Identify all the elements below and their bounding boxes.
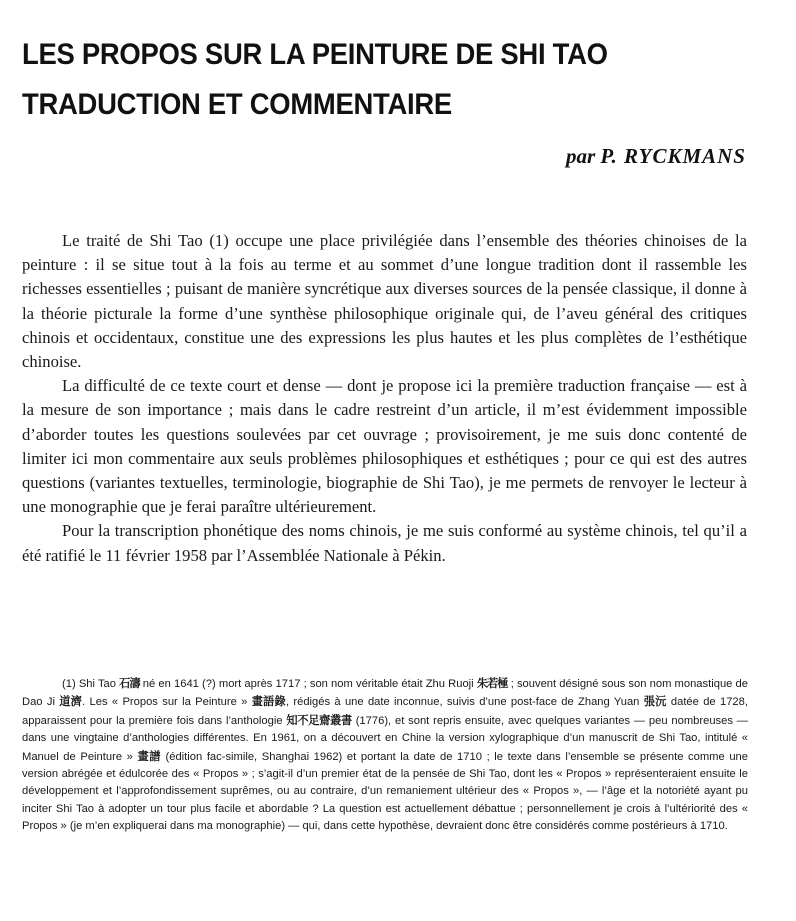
body-paragraph: Le traité de Shi Tao (1) occupe une place privilégiée dans l’ensemble des théories chinoises de la peinture : il se situe tout à la fois au terme et au sommet d’une longue tradition dont il rassemble les richesses essentielles ; puisant de manière syncrétique aux diverses sources de la pensée classique, il donne à la théorie picturale la forme d’une synthèse philosophique originale qui, de l’aveu général des critiques chinois et occidentaux, constitue une des expressions les plus hautes et les plus complètes de l’esthétique chinoise.: [22, 231, 747, 372]
article-body: [22, 229, 747, 568]
chinese-characters: 知不足齋叢書: [286, 713, 352, 727]
title-line-2: TRADUCTION ET COMMENTAIRE: [22, 88, 452, 121]
chinese-characters: 畫譜: [137, 749, 161, 763]
author-name: P. RYCKMANS: [600, 144, 746, 168]
footnote-text: datée de 1728, apparaissent pour la première fois dans l’anthologie: [22, 696, 748, 727]
article-title: [22, 30, 720, 130]
chinese-characters: 畫語錄: [251, 695, 286, 709]
footnote-text: né en 1641 (?) mort après 1717 ; son nom véritable était Zhu Ruoji: [139, 678, 477, 690]
body-paragraph: La difficulté de ce texte court et dense — dont je propose ici la première traduction française — est à la mesure de son importance ; mais dans le cadre restreint d’un article, il m’est évidemment impossible d’aborder toutes les questions soulevées par cet ouvrage ; provisoirement, je me suis donc contenté de limiter ici mon commentaire aux seuls problèmes philosophiques et esthétiques ; pour ce qui est des autres questions (variantes textuelles, terminologie, biographie de Shi Tao), je me permets de renvoyer le lecteur à une monographie que je ferai paraître ultérieurement.: [22, 376, 747, 517]
body-paragraph: Pour la transcription phonétique des noms chinois, je me suis conformé au système chinois, tel qu’il a été ratifié le 11 février 1958 par l’Assemblée Nationale à Pékin.: [22, 521, 747, 565]
chinese-characters: 朱若極: [476, 677, 508, 690]
author-prefix: par: [565, 144, 596, 168]
chinese-characters: 道濟: [59, 695, 83, 709]
title-line-1: LES PROPOS SUR LA PEINTURE DE SHI TAO: [22, 38, 608, 71]
footnote-text: (édition fac-simile, Shanghai 1962) et portant la date de 1710 ; le texte dans l’ensemble se présente comme une version abrégée et édulcorée des « Propos » ; s’agit-il d’un premier état de la pensée de Shi Tao, dont les « Propos » représenteraient ensuite le développement et l’approfondissement suprêmes, ou au contraire, d’un remaniement ultérieur des « Propos », — l’âge et la notoriété ayant pu inciter Shi Tao à adopter un tour plus facile et abordable ? La question est actuellement débattue ; personnellement je crois à l’ultériorité des « Propos » (je m’en expliquerai dans ma monographie) — qui, dans cette hypothèse, devraient donc être considérés comme postérieurs à 1710.: [22, 750, 748, 833]
footnote-text: . Les « Propos sur la Peinture »: [82, 696, 252, 709]
author-byline: [566, 144, 746, 169]
footnote-text: (1776), et sont repris ensuite, avec quelques variantes — peu nombreuses — dans une vingtaine d’anthologies différentes. En 1961, on a découvert en Chine la version xylographique d’un manuscrit de Shi Tao, intitulé « Manuel de Peinture »: [22, 714, 748, 763]
chinese-characters: 石濤: [119, 677, 140, 690]
footnote-text: , rédigés à une date inconnue, suivis d’une post-face de Zhang Yuan: [285, 696, 644, 709]
chinese-characters: 張沅: [643, 695, 667, 709]
footnote: [22, 675, 748, 836]
footnote-text: (1) Shi Tao: [62, 678, 120, 690]
footnote-text: ; souvent désigné sous son nom monastique de Dao Ji: [22, 678, 748, 709]
footnote-paragraph: [22, 675, 748, 836]
